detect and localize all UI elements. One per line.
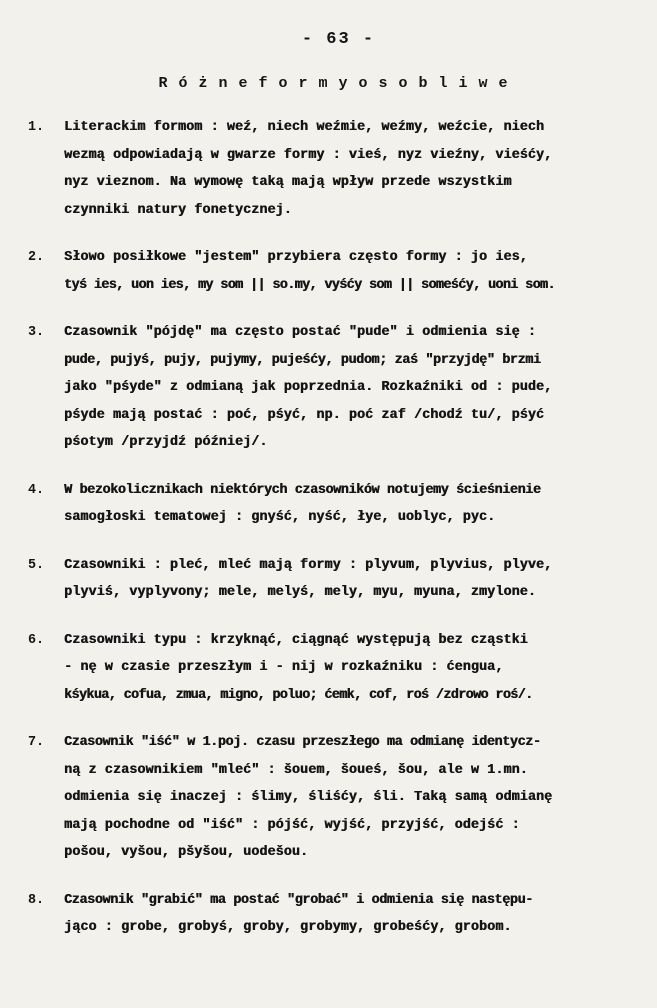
item-text — [64, 319, 639, 457]
text-line: pśotym /przyjdź później/. — [64, 435, 268, 450]
text-line: Słowo posiłkowe "jestem" przybiera często formy : jo ies, — [64, 250, 528, 265]
item-number: 6. — [28, 632, 45, 648]
text-line: pśyde mają postać : poć, pśyć, np. poć zaf /chodź tu/, pśyć — [64, 407, 545, 423]
text-line: plyviś, vyplyvony; mele, melyś, mely, myu, myuna, zmylone. — [64, 585, 536, 600]
item-number: 1. — [28, 120, 45, 135]
item-number: 3. — [28, 325, 45, 340]
text-line: nyz vieznom. Na wymowę taką mają wpływ przede wszystkim — [64, 175, 512, 190]
text-line: tyś ies, uon ies, my som || so.my, vyśćy som || someśćy, uoni som. — [64, 277, 555, 293]
list-item — [28, 729, 639, 867]
list-item — [28, 552, 639, 607]
item-text — [64, 477, 639, 532]
text-line: Czasownik "grabić" ma postać "grobać" i odmienia się następu- — [64, 892, 533, 908]
item-number: 2. — [28, 250, 45, 265]
text-line: jako "pśyde" z odmianą jak poprzednia. Rozkaźniki od : pude, — [64, 380, 553, 395]
item-number: 4. — [28, 482, 45, 498]
text-line: samogłoski tematowej : gnyść, nyść, łye, uoblyc, pyc. — [64, 510, 496, 525]
text-line: pošou, vyšou, pšyšou, uodešou. — [64, 845, 309, 860]
text-line: Czasownik "pójdę" ma często postać "pude" i odmienia się : — [64, 325, 536, 340]
item-text — [64, 887, 639, 942]
item-number: 5. — [28, 557, 45, 573]
list-item — [28, 114, 639, 224]
text-line: Literackim formom : weź, niech weźmie, weźmy, weźcie, niech — [64, 120, 545, 135]
text-line: pude, pujyś, pujy, pujymy, pujeśćy, pudom; zaś "przyjdę" brzmi — [64, 352, 541, 368]
text-line: kśykua, cofua, zmua, migno, poluo; ćemk, cof, roś /zdrowo roś/. — [64, 687, 533, 703]
list-item — [28, 477, 639, 532]
text-line: mają pochodne od "iść" : pójść, wyjść, przyjść, odejść : — [64, 817, 520, 833]
item-text — [64, 244, 639, 299]
item-text — [64, 627, 639, 710]
text-line: - nę w czasie przeszłym i - nij w rozkaźniku : ćengua, — [64, 660, 504, 675]
list-item — [28, 887, 639, 942]
text-line: jąco : grobe, grobyś, groby, grobymy, grobeśćy, grobom. — [64, 920, 512, 935]
text-line: ną z czasownikiem "mleć" : šouem, šoueś, šou, ale w 1.mn. — [64, 762, 528, 778]
text-line: odmienia się inaczej : ślimy, śliśćy, śli. Taką samą odmianę — [64, 790, 553, 805]
item-number: 7. — [28, 735, 45, 750]
text-line: W bezokolicznikach niektórych czasowników notujemy ścieśnienie — [64, 482, 541, 498]
item-number: 8. — [28, 892, 45, 908]
section-title: R ó ż n e f o r m y o s o b l i w e — [158, 75, 509, 92]
text-line: Czasowniki typu : krzyknąć, ciągnąć występują bez cząstki — [64, 632, 528, 648]
item-text — [64, 114, 639, 224]
list-item — [28, 319, 639, 457]
text-line: Czasowniki : pleć, mleć mają formy : plyvum, plyvius, plyve, — [64, 557, 553, 573]
text-line: Czasownik "iść" w 1.poj. czasu przeszłego ma odmianę identycz- — [64, 735, 541, 750]
item-text — [64, 729, 639, 867]
text-line: wezmą odpowiadają w gwarze formy : vieś, nyz vieźny, vieśćy, — [64, 147, 553, 163]
item-text — [64, 552, 639, 607]
page-number: - 63 - — [301, 30, 376, 49]
list-item — [28, 627, 639, 710]
list-item — [28, 244, 639, 299]
text-line: czynniki natury fonetycznej. — [64, 202, 292, 218]
